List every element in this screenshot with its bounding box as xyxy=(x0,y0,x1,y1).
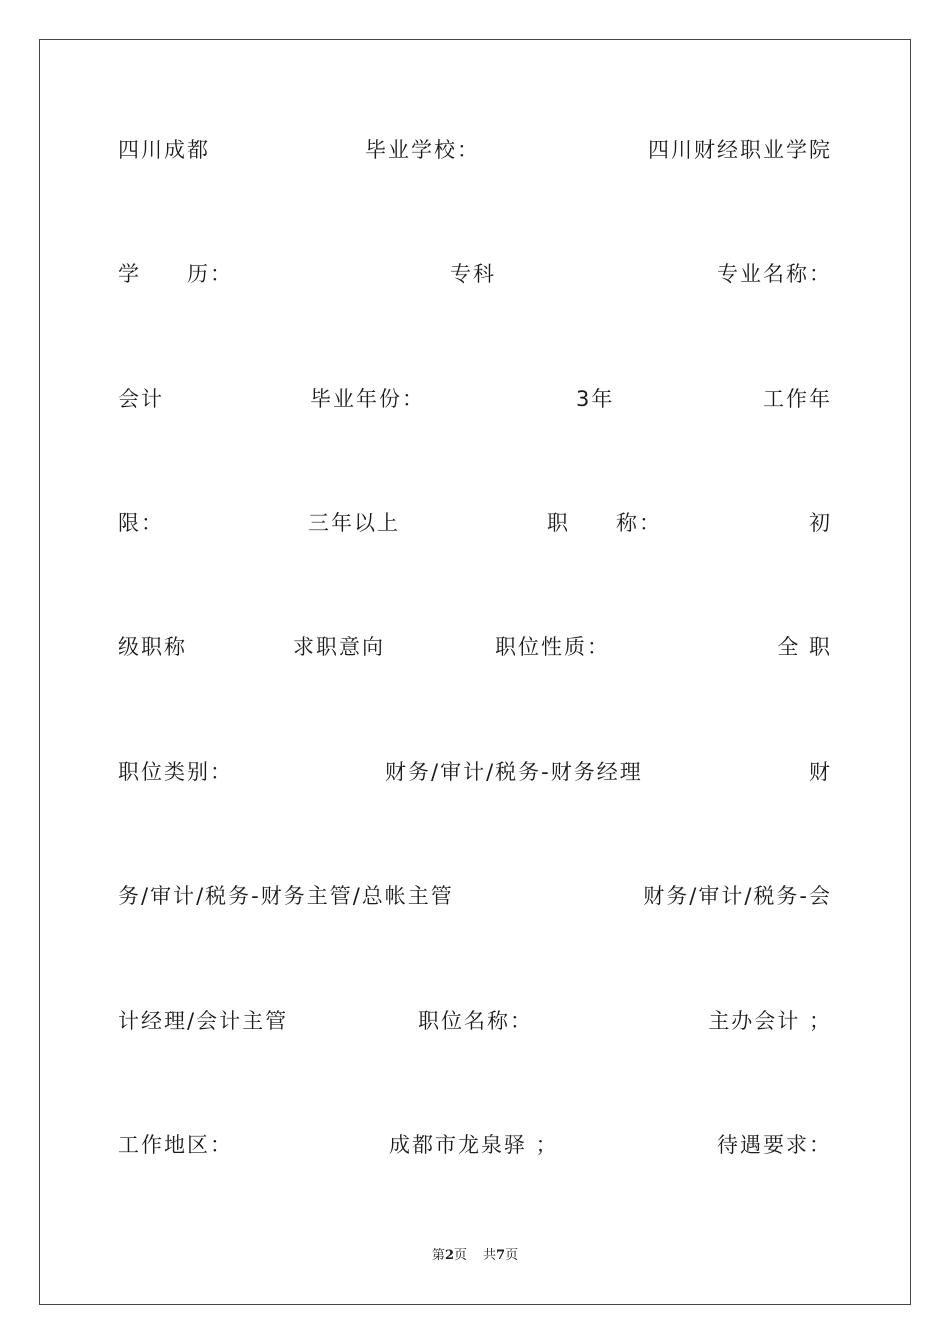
text-line-7 xyxy=(118,880,832,912)
page-border xyxy=(39,39,911,1305)
text-segment: 职位名称： xyxy=(418,1009,533,1033)
text-segment: 毕业年份： xyxy=(310,387,425,411)
text-segment: 级职称 xyxy=(118,635,187,659)
text-segment: 成都市龙泉驿 ； xyxy=(389,1133,559,1157)
text-line-8 xyxy=(118,1005,832,1037)
text-segment: 限： xyxy=(118,511,164,535)
page-footer xyxy=(0,1246,950,1266)
text-segment: 3年 xyxy=(576,387,615,411)
text-line-4 xyxy=(118,507,832,539)
text-segment: 职位类别： xyxy=(118,760,233,784)
text-segment: 三年以上 xyxy=(308,511,400,535)
text-line-3 xyxy=(118,383,832,415)
text-segment: 职位性质： xyxy=(495,635,610,659)
text-segment: 初 xyxy=(809,511,832,535)
text-segment: 职 称： xyxy=(547,511,662,535)
text-segment: 毕业学校： xyxy=(365,138,480,162)
text-line-2 xyxy=(118,258,832,290)
text-segment: 工作年 xyxy=(763,387,832,411)
text-segment: 学 历： xyxy=(118,262,233,286)
text-segment: 四川成都 xyxy=(118,138,210,162)
text-segment: 会计 xyxy=(118,387,164,411)
text-segment: 财务/审计/税务-会 xyxy=(643,884,832,908)
text-segment: 务/审计/税务-财务主管/总帐主管 xyxy=(118,884,454,908)
text-line-1 xyxy=(118,134,832,166)
text-segment: 财务/审计/税务-财务经理 xyxy=(385,760,643,784)
text-segment: 待遇要求： xyxy=(717,1133,832,1157)
text-segment: 求职意向 xyxy=(293,635,385,659)
text-line-9 xyxy=(118,1129,832,1161)
text-segment: 工作地区： xyxy=(118,1133,233,1157)
page-total: 共7页 xyxy=(483,1248,519,1263)
text-segment: 主办会计 ； xyxy=(708,1009,832,1033)
text-line-5 xyxy=(118,631,832,663)
text-segment: 专业名称： xyxy=(717,262,832,286)
text-segment: 四川财经职业学院 xyxy=(648,138,832,162)
page-number: 第2页 xyxy=(431,1248,467,1263)
text-segment: 全 职 xyxy=(777,635,832,659)
text-segment: 财 xyxy=(809,760,832,784)
text-line-6 xyxy=(118,756,832,788)
text-segment: 计经理/会计主管 xyxy=(118,1009,289,1033)
text-segment: 专科 xyxy=(450,262,496,286)
